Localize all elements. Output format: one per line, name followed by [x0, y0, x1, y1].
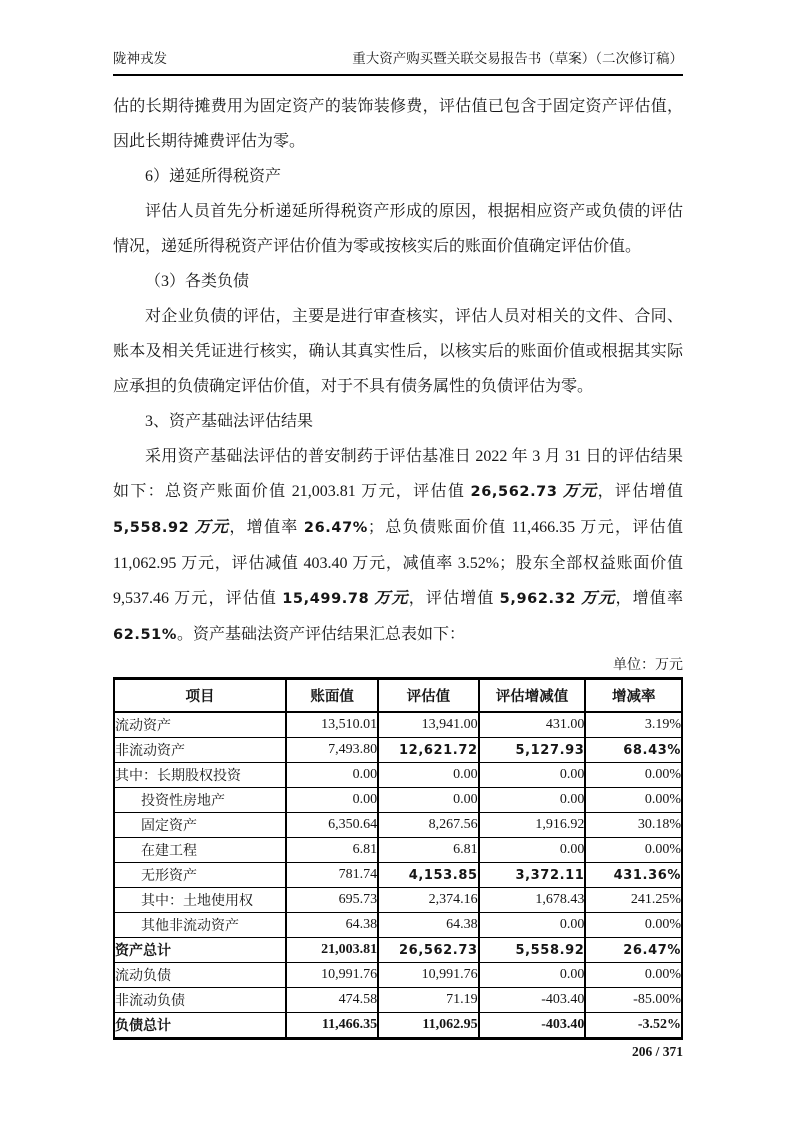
- row-label: 非流动资产: [114, 738, 286, 763]
- table-cell: 0.00%: [585, 763, 682, 788]
- valuation-summary-table: [113, 677, 683, 1040]
- column-header: 项目: [114, 679, 286, 713]
- table-row: [114, 788, 682, 813]
- column-header: 增减率: [585, 679, 682, 713]
- text-run: 对企业负债的评估，主要是进行审查核实，评估人员对相关的文件、合同、账本及相关凭证进行核实，确认其真实性后，以核实后的账面价值或根据其实际应承担的负债确定评估价值，对于不具有债务属性的负债评估为零。: [113, 308, 683, 395]
- table-cell: 0.00: [286, 788, 378, 813]
- table-cell: 10,991.76: [286, 963, 378, 988]
- table-cell: 0.00%: [585, 838, 682, 863]
- table-cell: 71.19: [378, 988, 479, 1013]
- column-header: 评估增减值: [479, 679, 586, 713]
- table-row: [114, 712, 682, 738]
- table-cell: 26,562.73: [378, 938, 479, 963]
- row-label: 流动资产: [115, 719, 171, 734]
- highlighted-value: 62.51%: [113, 627, 177, 643]
- table-cell: -403.40: [479, 988, 586, 1013]
- text-run: ，评估增值: [597, 483, 683, 500]
- table-cell: 6,350.64: [286, 813, 378, 838]
- table-cell: 781.74: [286, 863, 378, 888]
- table-cell: 7,493.80: [286, 738, 378, 763]
- table-cell: 26.47%: [585, 938, 682, 963]
- text-run: ，增值率: [615, 590, 683, 607]
- text-run: ，评估增值: [408, 590, 500, 607]
- table-row: [114, 938, 682, 963]
- table-cell: 6.81: [378, 838, 479, 863]
- header-company-name: 陇神戎发: [113, 51, 167, 66]
- text-run: 估的长期待摊费用为固定资产的装饰装修费，评估值已包含于固定资产评估值，因此长期待摊费评估为零。: [113, 98, 683, 150]
- table-cell: 2,374.16: [378, 888, 479, 913]
- row-label: 负债总计: [114, 1013, 286, 1039]
- page-header: [113, 50, 683, 76]
- body-paragraph: [113, 299, 683, 404]
- table-cell: 11,062.95: [378, 1013, 479, 1039]
- table-cell: 431.00: [479, 712, 586, 738]
- highlighted-value: 万元: [369, 590, 409, 607]
- table-cell: 12,621.72: [378, 738, 479, 763]
- table-cell: 0.00: [378, 763, 479, 788]
- table-row: [114, 988, 682, 1013]
- table-cell: 13,510.01: [286, 712, 378, 738]
- table-cell: 30.18%: [585, 813, 682, 838]
- table-cell: 6.81: [286, 838, 378, 863]
- table-cell: 0.00%: [585, 913, 682, 938]
- table-cell: 3.19%: [585, 712, 682, 738]
- table-cell: 64.38: [378, 913, 479, 938]
- highlighted-value: 万元: [557, 483, 598, 500]
- row-label: 非流动负债: [114, 988, 286, 1013]
- page-footer: [113, 1043, 683, 1061]
- body-paragraph: [113, 89, 683, 159]
- page-content: [113, 50, 683, 1061]
- table-cell: 695.73: [286, 888, 378, 913]
- table-cell: -85.00%: [585, 988, 682, 1013]
- table-cell: 0.00: [479, 763, 586, 788]
- table-row: [114, 763, 682, 788]
- table-cell: 241.25%: [585, 888, 682, 913]
- table-cell: 1,916.92: [479, 813, 586, 838]
- table-row: [114, 963, 682, 988]
- table-cell: 3,372.11: [479, 863, 586, 888]
- table-cell: 10,991.76: [378, 963, 479, 988]
- body-paragraph: [113, 439, 683, 653]
- text-run: 评估人员首先分析递延所得税资产形成的原因，根据相应资产或负债的评估情况，递延所得税资产评估价值为零或按核实后的账面价值确定评估价值。: [113, 203, 683, 255]
- page-number: 206 / 371: [631, 1044, 683, 1059]
- table-cell: 64.38: [286, 913, 378, 938]
- row-label: 固定资产: [114, 813, 286, 838]
- table-cell: -403.40: [479, 1013, 586, 1039]
- table-cell: 474.58: [286, 988, 378, 1013]
- highlighted-value: 26,562.73: [470, 484, 558, 500]
- body-paragraph: [113, 194, 683, 264]
- column-header: 评估值: [378, 679, 479, 713]
- table-cell: 1,678.43: [479, 888, 586, 913]
- highlighted-value: 万元: [576, 590, 616, 607]
- header-report-title: 重大资产购买暨关联交易报告书（草案）（二次修订稿）: [352, 51, 683, 66]
- highlighted-value: 5,962.32: [499, 591, 577, 607]
- section-heading: [113, 159, 683, 194]
- row-label: 投资性房地产: [114, 788, 286, 813]
- section-heading: [113, 264, 683, 299]
- table-row: [114, 738, 682, 763]
- text-run: 。资产基础法资产评估结果汇总表如下：: [177, 626, 466, 643]
- table-cell: 68.43%: [585, 738, 682, 763]
- table-cell: 0.00: [286, 763, 378, 788]
- table-unit-label: 单位：万元: [613, 658, 683, 673]
- document-body: [113, 89, 683, 653]
- highlighted-value: 15,499.78: [282, 591, 370, 607]
- table-cell: 0.00%: [585, 788, 682, 813]
- text-run: 6）递延所得税资产: [145, 168, 282, 185]
- column-header: 账面值: [286, 679, 378, 713]
- table-cell: 13,941.00: [378, 712, 479, 738]
- table-row: [114, 888, 682, 913]
- highlighted-value: 5,558.92: [113, 520, 190, 536]
- row-label: 流动负债: [114, 963, 286, 988]
- table-row: [114, 813, 682, 838]
- text-run: 采用资产基础法评估的普安制药于评估基准日 2022 年 3 月 31 日的评估结果如下：总资产账面价值 21,003.81 万元，评估值: [113, 448, 683, 500]
- table-cell: 0.00%: [585, 963, 682, 988]
- text-run: （3）各类负债: [145, 273, 250, 290]
- highlighted-value: 万元: [189, 519, 230, 536]
- table-cell: 0.00: [479, 963, 586, 988]
- table-row: [114, 863, 682, 888]
- table-row: [114, 1013, 682, 1039]
- table-cell: -3.52%: [585, 1013, 682, 1039]
- table-cell: 11,466.35: [286, 1013, 378, 1039]
- table-cell: 5,558.92: [479, 938, 586, 963]
- highlighted-value: 26.47%: [303, 520, 368, 536]
- table-cell: 0.00: [479, 838, 586, 863]
- row-label: 其中：土地使用权: [114, 888, 286, 913]
- table-header-row: [114, 679, 682, 713]
- row-label: 资产总计: [114, 938, 286, 963]
- table-row: [114, 838, 682, 863]
- table-cell: 5,127.93: [479, 738, 586, 763]
- row-label: 其他非流动资产: [114, 913, 286, 938]
- row-label: 无形资产: [114, 863, 286, 888]
- row-label: 在建工程: [114, 838, 286, 863]
- section-heading: [113, 404, 683, 439]
- table-row: [114, 913, 682, 938]
- table-cell: 4,153.85: [378, 863, 479, 888]
- table-cell: 0.00: [479, 788, 586, 813]
- table-cell: 0.00: [378, 788, 479, 813]
- table-cell: 0.00: [479, 913, 586, 938]
- table-cell: 21,003.81: [286, 938, 378, 963]
- text-run: 3、资产基础法评估结果: [145, 413, 314, 430]
- row-label: 其中：长期股权投资: [114, 763, 286, 788]
- table-cell: 8,267.56: [378, 813, 479, 838]
- text-run: ；总负债账面价值 11,466.35 万元，评估值 11,062.95 万元，评估减值 403.40 万元，减值率 3.52%；股东全部权益账面价值 9,537.46 万元，评估值: [113, 519, 683, 607]
- text-run: ，增值率: [229, 519, 304, 536]
- table-cell: 431.36%: [585, 863, 682, 888]
